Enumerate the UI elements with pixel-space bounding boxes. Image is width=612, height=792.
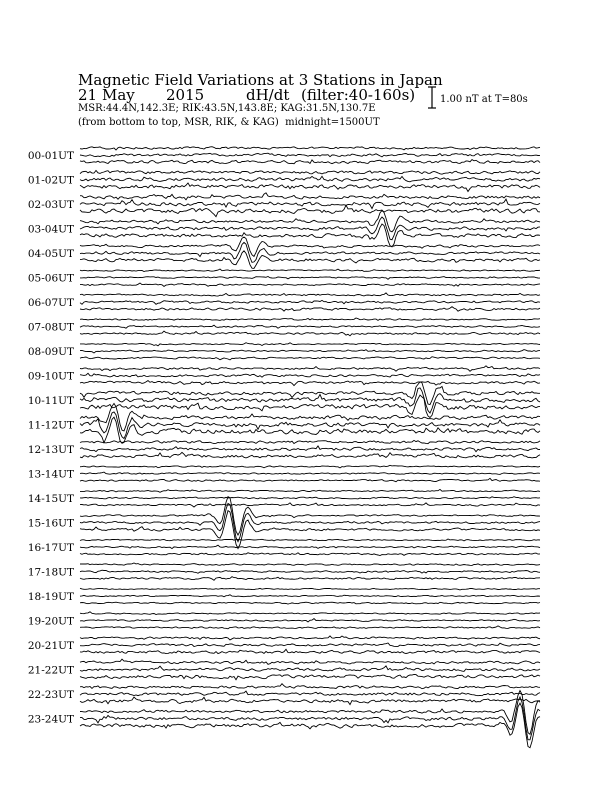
- chart-title: Magnetic Field Variations at 3 Stations in Japan: [78, 71, 443, 89]
- trace-kag: [80, 539, 540, 541]
- trace-msr: [80, 626, 540, 629]
- trace-rik: [80, 388, 540, 413]
- hour-label: 08-09UT: [27, 346, 74, 358]
- trace-kag: [80, 366, 540, 372]
- hour-label: 21-22UT: [27, 664, 74, 677]
- hour-label: 09-10UT: [27, 370, 74, 383]
- hour-label: 02-03UT: [27, 199, 74, 211]
- trace-rik: [80, 691, 540, 696]
- trace-rik: [80, 199, 540, 209]
- trace-msr: [80, 478, 540, 481]
- trace-rik: [80, 176, 540, 182]
- hour-label: 14-15UT: [27, 493, 74, 505]
- trace-rik: [80, 446, 540, 452]
- trace-rik: [80, 643, 540, 647]
- trace-msr: [80, 503, 540, 507]
- trace-kag: [80, 636, 540, 640]
- hour-label: 07-08UT: [27, 321, 74, 334]
- trace-kag: [80, 193, 540, 200]
- trace-rik: [80, 373, 540, 377]
- hour-label: 06-07UT: [27, 297, 74, 309]
- trace-msr: [80, 307, 540, 312]
- quantity-label: dH/dt: [246, 86, 290, 104]
- trace-kag: [80, 293, 540, 296]
- trace-kag: [80, 659, 540, 664]
- hour-label: 22-23UT: [27, 689, 74, 701]
- station-order: (from bottom to top, MSR, RIK, & KAG): [78, 117, 279, 128]
- trace-msr: [80, 703, 540, 748]
- trace-msr: [80, 331, 540, 336]
- trace-msr: [80, 395, 540, 417]
- trace-msr: [80, 381, 540, 386]
- hour-label: 16-17UT: [27, 542, 74, 554]
- trace-rik: [80, 503, 540, 541]
- trace-msr: [80, 649, 540, 653]
- date-month: May: [102, 86, 135, 104]
- midnight-note: midnight=1500UT: [285, 117, 380, 128]
- trace-msr: [80, 602, 540, 604]
- trace-rik: [80, 325, 540, 328]
- trace-kag: [80, 171, 540, 175]
- trace-kag: [80, 318, 540, 320]
- trace-msr: [80, 577, 540, 581]
- filter-label: (filter:40-160s): [301, 86, 416, 104]
- hour-label: 01-02UT: [27, 174, 74, 187]
- trace-kag: [80, 684, 540, 689]
- hour-label: 18-19UT: [27, 591, 74, 603]
- trace-msr: [80, 160, 540, 164]
- trace-rik: [80, 619, 540, 622]
- trace-kag: [80, 440, 540, 443]
- trace-msr: [80, 205, 540, 217]
- hour-label: 20-21UT: [27, 640, 74, 652]
- trace-msr: [80, 283, 540, 286]
- hour-label: 10-11UT: [27, 395, 74, 407]
- trace-msr: [80, 417, 540, 443]
- trace-rik: [80, 570, 540, 573]
- trace-rik: [80, 595, 540, 597]
- trace-msr: [80, 357, 540, 360]
- hour-label: 17-18UT: [27, 566, 74, 579]
- trace-kag: [80, 563, 540, 565]
- trace-msr: [80, 452, 540, 458]
- trace-kag: [80, 343, 540, 346]
- hour-label: 15-16UT: [27, 517, 74, 530]
- trace-rik: [80, 545, 540, 548]
- trace-rik: [80, 497, 540, 499]
- trace-msr: [80, 675, 540, 680]
- trace-rik: [80, 697, 540, 740]
- trace-msr: [80, 511, 540, 549]
- trace-msr: [80, 224, 540, 247]
- scale-bar-label: 1.00 nT at T=80s: [440, 94, 528, 105]
- date-year: 2015: [166, 86, 205, 104]
- date-day: 21: [78, 86, 98, 104]
- hour-label: 11-12UT: [27, 419, 74, 432]
- station-coordinates: MSR:44.4N,142.3E; RIK:43.5N,143.8E; KAG:31.5N,130.7E: [78, 103, 376, 114]
- trace-kag: [80, 489, 540, 492]
- trace-rik: [80, 666, 540, 672]
- hour-label: 13-14UT: [27, 468, 74, 481]
- trace-kag: [80, 269, 540, 272]
- trace-rik: [80, 350, 540, 353]
- hour-label: 04-05UT: [27, 248, 74, 260]
- hour-label: 19-20UT: [27, 615, 74, 628]
- trace-rik: [80, 300, 540, 304]
- hour-label: 05-06UT: [27, 272, 74, 285]
- trace-rik: [80, 153, 540, 157]
- trace-kag: [80, 465, 540, 468]
- trace-rik: [80, 277, 540, 280]
- trace-kag: [80, 147, 540, 150]
- hour-label: 00-01UT: [27, 150, 74, 162]
- trace-kag: [80, 691, 540, 735]
- hour-label: 03-04UT: [27, 223, 74, 236]
- hour-label: 23-24UT: [27, 713, 74, 726]
- trace-kag: [80, 588, 540, 590]
- hour-label: 12-13UT: [27, 444, 74, 456]
- trace-kag: [80, 612, 540, 615]
- trace-rik: [80, 472, 540, 474]
- trace-msr: [80, 697, 540, 705]
- trace-rik: [80, 412, 540, 439]
- trace-msr: [80, 553, 540, 556]
- trace-msr: [80, 183, 540, 192]
